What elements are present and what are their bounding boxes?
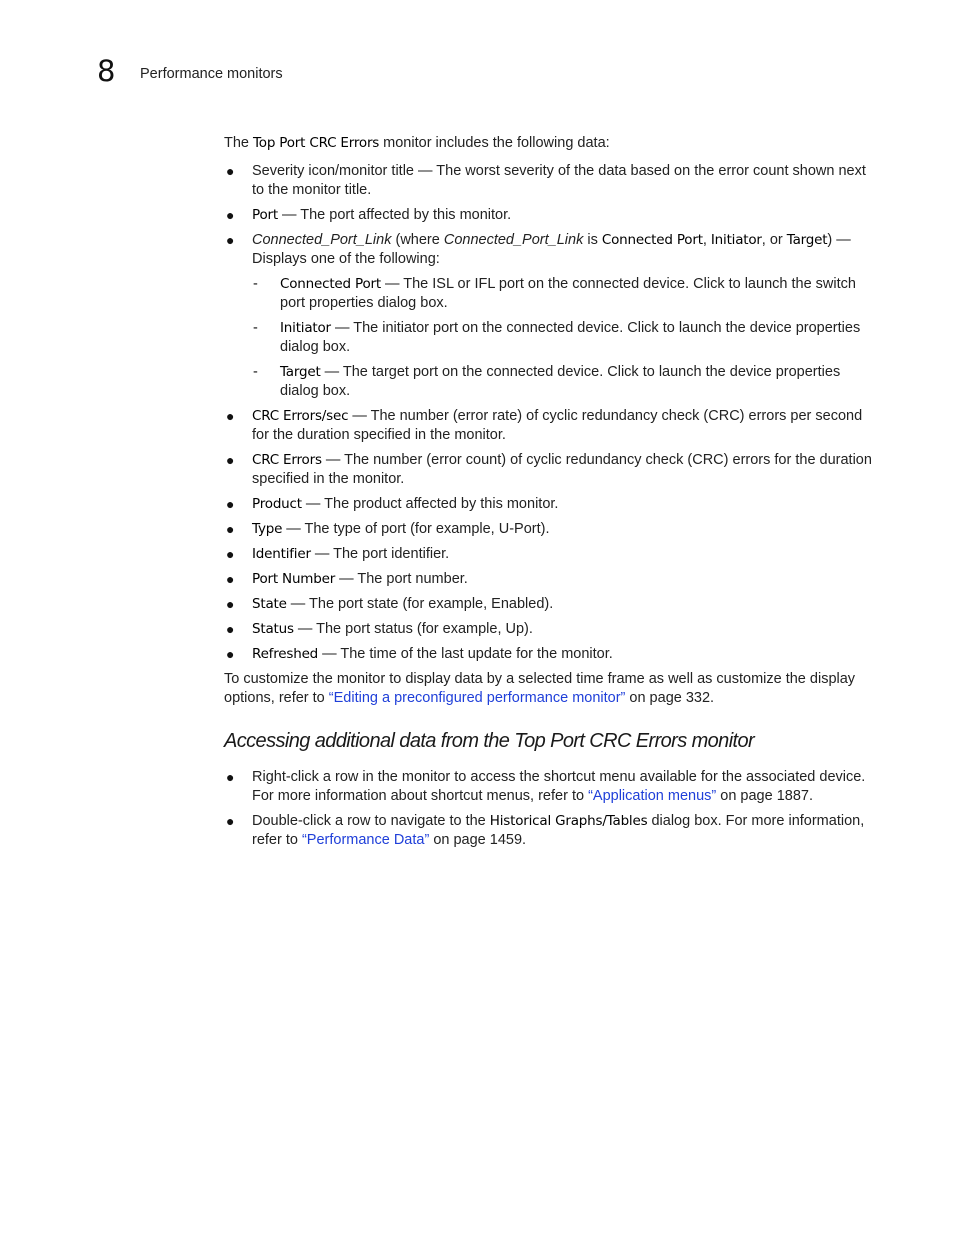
list-item-type (224, 520, 874, 539)
list-item-state (224, 595, 874, 614)
item-desc: — The product affected by this monitor. (301, 496, 559, 512)
dash-icon: - (253, 276, 258, 292)
paragraph-text: To customize the monitor to display data by a selected time frame as well as customize the display options, refer to (224, 671, 856, 706)
list-item-crc-errors-sec (224, 407, 874, 445)
bullet-icon: ● (226, 521, 235, 537)
bullet-icon: ● (226, 646, 235, 662)
list-item-severity (224, 162, 874, 200)
item-text: Double-click a row to navigate to the (252, 813, 490, 829)
item-term: Type (252, 521, 283, 537)
item-text: Severity icon/monitor title — The worst severity of the data based on the error count shown next to the monitor title. (252, 163, 866, 198)
sub-list (252, 275, 874, 401)
option-target: Target (786, 232, 828, 248)
item-desc: — The initiator port on the connected device. Click to launch the device properties dialog box. (280, 320, 861, 355)
item-desc: — The type of port (for example, U-Port). (282, 521, 550, 537)
item-term: Status (252, 621, 294, 637)
item-term: Port (252, 207, 278, 223)
performance-data-link[interactable]: “Performance Data” (301, 832, 430, 848)
bullet-icon: ● (226, 496, 235, 512)
sub-item-initiator (252, 319, 874, 357)
section-list (224, 768, 874, 850)
list-item-port (224, 206, 874, 225)
list-item-right-click (224, 768, 874, 806)
item-desc: — The port status (for example, Up). (293, 621, 533, 637)
bullet-icon: ● (226, 232, 235, 248)
sub-item-target (252, 363, 874, 401)
item-term: Initiator (280, 320, 331, 336)
section-heading: Accessing additional data from the Top Port CRC Errors monitor (224, 730, 755, 752)
item-term: Refreshed (252, 646, 319, 662)
item-text-end: on page 1887. (716, 788, 813, 804)
item-term: Product (252, 496, 302, 512)
item-term-italic: Connected_Port_Link (443, 232, 584, 248)
option-initiator: Initiator (710, 232, 762, 248)
bullet-icon: ● (226, 408, 235, 424)
intro-paragraph (224, 134, 874, 153)
list-item-status (224, 620, 874, 639)
intro-text-end: monitor includes the following data: (379, 135, 610, 151)
historical-graphs-term: Historical Graphs/Tables (489, 813, 648, 829)
item-text: , or (761, 232, 787, 248)
item-term: CRC Errors/sec (252, 408, 349, 424)
item-desc: — The port affected by this monitor. (277, 207, 512, 223)
item-desc: — The number (error rate) of cyclic redundancy check (CRC) errors per second for the duration specified in the monitor. (252, 408, 863, 443)
bullet-icon: ● (226, 452, 235, 468)
customize-paragraph (224, 670, 874, 708)
item-desc: — The port state (for example, Enabled). (286, 596, 554, 612)
item-desc: — The number (error count) of cyclic redundancy check (CRC) errors for the duration specified in the monitor. (252, 452, 872, 487)
list-item-connected-port-link (224, 231, 874, 401)
item-text: ) — Displays one of the following: (252, 232, 851, 267)
option-connected-port: Connected Port (601, 232, 703, 248)
item-desc: — The target port on the connected device. Click to launch the device properties dialog box. (280, 364, 841, 399)
list-item-identifier (224, 545, 874, 564)
item-text-mid: dialog box. For more information, refer to (252, 813, 865, 848)
intro-text: The (224, 135, 254, 151)
item-term: Target (280, 364, 321, 380)
item-desc: — The time of the last update for the monitor. (318, 646, 613, 662)
list-item-product (224, 495, 874, 514)
chapter-number: 8 (97, 54, 116, 88)
sub-item-connected-port (252, 275, 874, 313)
item-desc: — The port identifier. (310, 546, 450, 562)
application-menus-link[interactable]: “Application menus” (588, 788, 717, 804)
item-text: (where (391, 232, 444, 248)
list-item-double-click (224, 812, 874, 850)
bullet-icon: ● (226, 621, 235, 637)
paragraph-text-end: on page 332. (625, 690, 715, 706)
item-term: Identifier (252, 546, 311, 562)
bullet-icon: ● (226, 769, 235, 785)
bullet-icon: ● (226, 163, 235, 179)
item-text-end: on page 1459. (429, 832, 527, 848)
bullet-icon: ● (226, 813, 235, 829)
item-text: Right-click a row in the monitor to access the shortcut menu available for the associated device. For more information about shortcut menus, refer to (252, 769, 866, 804)
item-desc: — The port number. (335, 571, 468, 587)
list-item-crc-errors (224, 451, 874, 489)
bullet-icon: ● (226, 571, 235, 587)
item-term: Connected_Port_Link (252, 232, 392, 248)
data-fields-list (224, 162, 874, 664)
item-term: CRC Errors (252, 452, 322, 468)
list-item-refreshed (224, 645, 874, 664)
main-content (224, 134, 874, 850)
item-term: State (252, 596, 287, 612)
item-desc: — The ISL or IFL port on the connected device. Click to launch the switch port properties dialog box. (280, 276, 856, 311)
item-term: Connected Port (280, 276, 381, 292)
list-item-port-number (224, 570, 874, 589)
editing-monitor-link[interactable]: “Editing a preconfigured performance monitor” (328, 690, 626, 706)
item-term: Port Number (252, 571, 336, 587)
bullet-icon: ● (226, 546, 235, 562)
item-text: , (702, 232, 711, 248)
bullet-icon: ● (226, 207, 235, 223)
dash-icon: - (253, 320, 258, 336)
bullet-icon: ● (226, 596, 235, 612)
item-text: is (583, 232, 602, 248)
monitor-name: Top Port CRC Errors (253, 135, 380, 151)
dash-icon: - (253, 364, 258, 380)
chapter-title: Performance monitors (140, 66, 283, 82)
